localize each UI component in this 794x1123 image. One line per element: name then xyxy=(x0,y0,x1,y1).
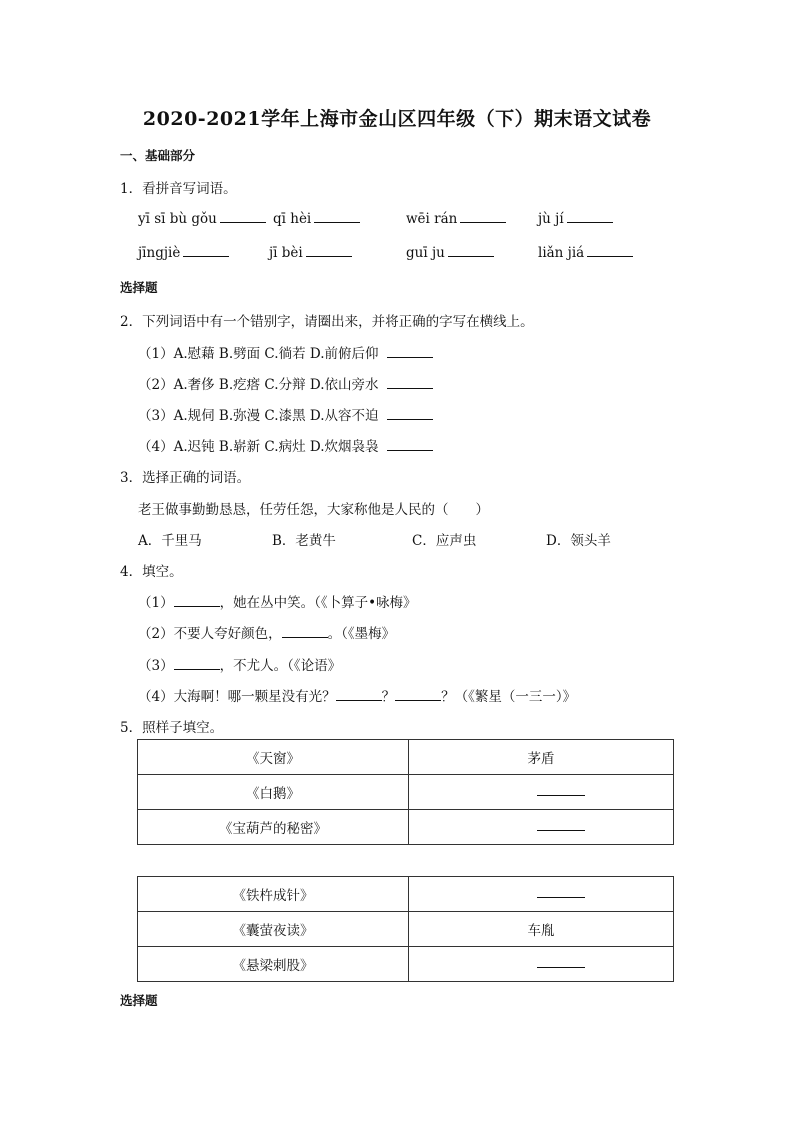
answer-blank[interactable] xyxy=(387,346,433,358)
answer-blank[interactable] xyxy=(460,211,506,223)
q1-stem: 1．看拼音写词语。 xyxy=(120,181,237,197)
table-cell-title: 《天窗》 xyxy=(138,740,409,775)
q3-stem: 3．选择正确的词语。 xyxy=(120,470,251,486)
answer-blank[interactable] xyxy=(174,658,220,670)
q3-option-d[interactable]: D．领头羊 xyxy=(546,533,611,549)
table-row xyxy=(138,740,674,775)
answer-blank[interactable] xyxy=(174,595,220,607)
answer-blank[interactable] xyxy=(314,211,360,223)
q2-item-text: （3）A.规伺 B.弥漫 C.漆黑 D.从容不迫 xyxy=(138,408,379,424)
answer-blank[interactable] xyxy=(282,626,328,638)
q3-option-b[interactable]: B．老黄牛 xyxy=(272,533,336,549)
page-title: 2020-2021学年上海市金山区四年级（下）期末语文试卷 xyxy=(142,108,652,130)
q3-sentence: 老王做事勤勤恳恳，任劳任怨，大家称他是人民的（ ） xyxy=(138,502,489,518)
table-cell-answer[interactable] xyxy=(409,947,674,982)
pinyin-item xyxy=(273,211,360,227)
table-cell-title: 《囊萤夜读》 xyxy=(138,912,409,947)
q5-table-2 xyxy=(137,876,674,982)
q4-line-1 xyxy=(138,591,417,611)
q4-text: ？（《繁星（一三一）》 xyxy=(441,689,577,705)
answer-blank[interactable] xyxy=(336,689,382,701)
q3-option-c[interactable]: C．应声虫 xyxy=(412,533,477,549)
table-row xyxy=(138,877,674,912)
pinyin-text: jù jí xyxy=(538,211,564,227)
q5-table-1 xyxy=(137,739,674,845)
section-heading-basics: 一、基础部分 xyxy=(120,148,196,163)
table-cell-answer[interactable] xyxy=(409,810,674,845)
table-cell-title: 《铁杵成针》 xyxy=(138,877,409,912)
q2-stem: 2．下列词语中有一个错别字，请圈出来，并将正确的字写在横线上。 xyxy=(120,314,534,330)
q4-line-2 xyxy=(138,622,395,642)
q4-line-3 xyxy=(138,654,341,674)
q2-item xyxy=(138,435,433,455)
q4-stem: 4．填空。 xyxy=(120,564,183,580)
q4-text: ，不尤人。（《论语》 xyxy=(219,658,342,674)
answer-blank[interactable] xyxy=(387,408,433,420)
q4-text: ，她在丛中笑。（《卜算子•咏梅》 xyxy=(219,595,417,611)
answer-blank[interactable] xyxy=(387,439,433,451)
q4-text: （3） xyxy=(138,658,174,674)
table-row xyxy=(138,912,674,947)
pinyin-item xyxy=(138,211,266,227)
q2-item-text: （2）A.奢侈 B.疙瘩 C.分辩 D.依山旁水 xyxy=(138,377,379,393)
q2-item xyxy=(138,342,433,362)
answer-blank[interactable] xyxy=(183,245,229,257)
q4-line-4 xyxy=(138,685,576,705)
pinyin-item xyxy=(138,245,229,261)
q4-text: （1） xyxy=(138,595,174,611)
table-cell-answer[interactable] xyxy=(409,877,674,912)
pinyin-item xyxy=(406,245,494,261)
pinyin-item xyxy=(406,211,506,227)
table-cell-author: 茅盾 xyxy=(409,740,674,775)
q5-stem: 5．照样子填空。 xyxy=(120,720,224,736)
pinyin-item xyxy=(538,211,613,227)
answer-blank[interactable] xyxy=(537,820,585,831)
pinyin-item xyxy=(538,245,633,261)
answer-blank[interactable] xyxy=(567,211,613,223)
q2-item-text: （1）A.慰藉 B.劈面 C.徜若 D.前俯后仰 xyxy=(138,346,379,362)
pinyin-text: qī hèi xyxy=(273,211,312,227)
table-row xyxy=(138,775,674,810)
answer-blank[interactable] xyxy=(537,785,585,796)
table-cell-answer[interactable] xyxy=(409,775,674,810)
pinyin-text: guī ju xyxy=(406,245,445,261)
table-cell-title: 《悬梁刺股》 xyxy=(138,947,409,982)
pinyin-text: jīngjiè xyxy=(138,245,181,261)
answer-blank[interactable] xyxy=(448,245,494,257)
table-row xyxy=(138,947,674,982)
answer-blank[interactable] xyxy=(587,245,633,257)
pinyin-text: jī bèi xyxy=(269,245,303,261)
q4-text: 。（《墨梅》 xyxy=(327,626,396,642)
q2-item xyxy=(138,373,433,393)
q3-option-a[interactable]: A．千里马 xyxy=(138,533,202,549)
pinyin-text: liǎn jiá xyxy=(538,245,585,261)
q2-item-text: （4）A.迟钝 B.崭新 C.病灶 D.炊烟袅袅 xyxy=(138,439,379,455)
answer-blank[interactable] xyxy=(220,211,266,223)
answer-blank[interactable] xyxy=(306,245,352,257)
table-row xyxy=(138,810,674,845)
q4-text: （4）大海啊！哪一颗星没有光？ xyxy=(138,689,336,705)
answer-blank[interactable] xyxy=(395,689,441,701)
table-cell-title: 《白鹅》 xyxy=(138,775,409,810)
pinyin-text: wēi rán xyxy=(406,211,458,227)
q2-item xyxy=(138,404,433,424)
pinyin-item xyxy=(269,245,352,261)
answer-blank[interactable] xyxy=(537,957,585,968)
answer-blank[interactable] xyxy=(387,377,433,389)
choice-label: 选择题 xyxy=(120,993,158,1008)
table-cell-author: 车胤 xyxy=(409,912,674,947)
q4-text: ？ xyxy=(381,689,396,705)
choice-label: 选择题 xyxy=(120,280,158,295)
table-cell-title: 《宝葫芦的秘密》 xyxy=(138,810,409,845)
answer-blank[interactable] xyxy=(537,887,585,898)
pinyin-text: yī sī bù gǒu xyxy=(138,211,217,227)
q4-text: （2）不要人夸好颜色， xyxy=(138,626,282,642)
